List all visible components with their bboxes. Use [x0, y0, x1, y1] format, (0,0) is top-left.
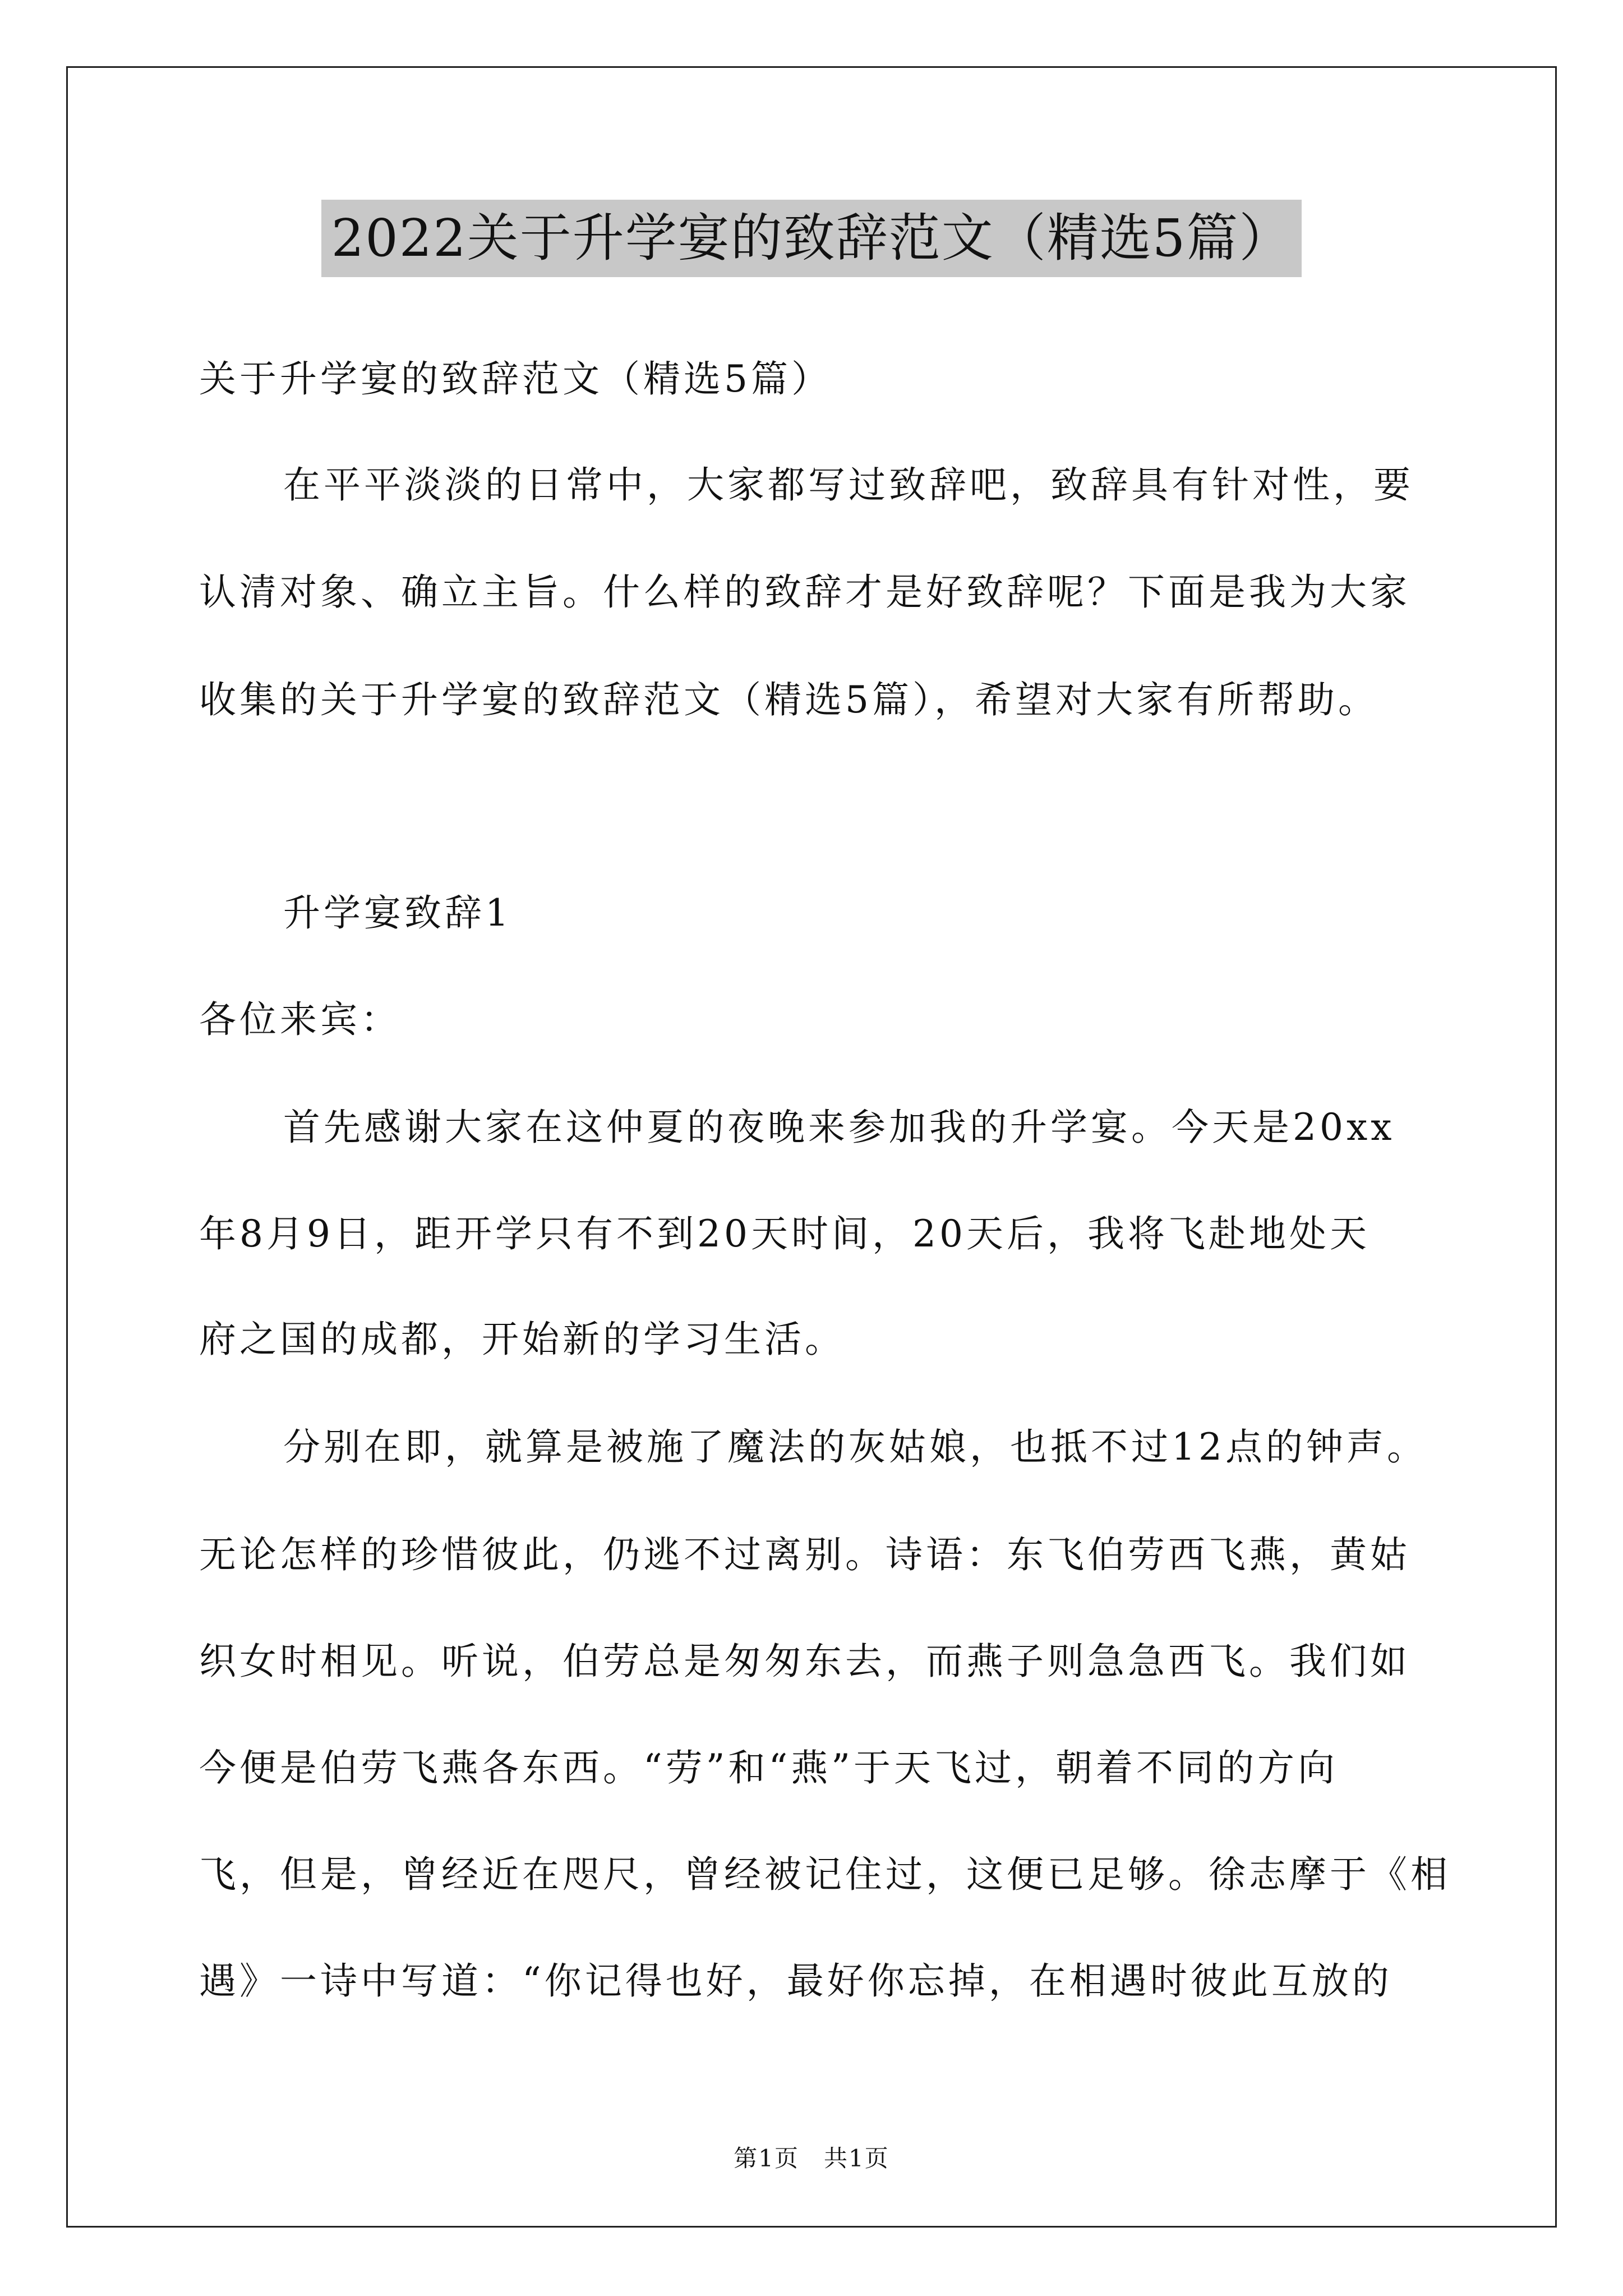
- intro-line-2: 认清对象、确立主旨。什么样的致辞才是好致辞呢？下面是我为大家: [199, 570, 1410, 614]
- document-subtitle: 关于升学宴的致辞范文（精选5篇）: [199, 357, 832, 401]
- para2-line-2: 无论怎样的珍惜彼此，仍逃不过离别。诗语：东飞伯劳西飞燕，黄姑: [199, 1533, 1410, 1576]
- page-number: 第1页 共1页: [734, 2145, 889, 2172]
- para2-line-3: 织女时相见。听说，伯劳总是匆匆东去，而燕子则急急西飞。我们如: [199, 1640, 1410, 1683]
- para2-line-6: 遇》一诗中写道：“你记得也好，最好你忘掉，在相遇时彼此互放的: [199, 1959, 1393, 2003]
- salutation: 各位来宾：: [199, 998, 401, 1041]
- section-heading: 升学宴致辞1: [283, 891, 512, 935]
- intro-line-1: 在平平淡淡的日常中，大家都写过致辞吧，致辞具有针对性，要: [283, 463, 1414, 507]
- title-block: [0, 200, 1623, 277]
- intro-line-3: 收集的关于升学宴的致辞范文（精选5篇），希望对大家有所帮助。: [199, 678, 1378, 721]
- para2-line-4: 今便是伯劳飞燕各东西。“劳”和“燕”于天飞过，朝着不同的方向: [199, 1746, 1338, 1789]
- document-title: 2022关于升学宴的致辞范文（精选5篇）: [321, 200, 1302, 277]
- para1-line-3: 府之国的成都，开始新的学习生活。: [199, 1318, 845, 1361]
- para1-line-2: 年8月9日，距开学只有不到20天时间，20天后，我将飞赴地处天: [199, 1212, 1370, 1255]
- para2-line-5: 飞，但是，曾经近在咫尺，曾经被记住过，这便已足够。徐志摩于《相: [199, 1853, 1451, 1896]
- para2-line-1: 分别在即，就算是被施了魔法的灰姑娘，也抵不过12点的钟声。: [283, 1425, 1427, 1469]
- para1-line-1: 首先感谢大家在这仲夏的夜晚来参加我的升学宴。今天是20xx: [283, 1106, 1395, 1149]
